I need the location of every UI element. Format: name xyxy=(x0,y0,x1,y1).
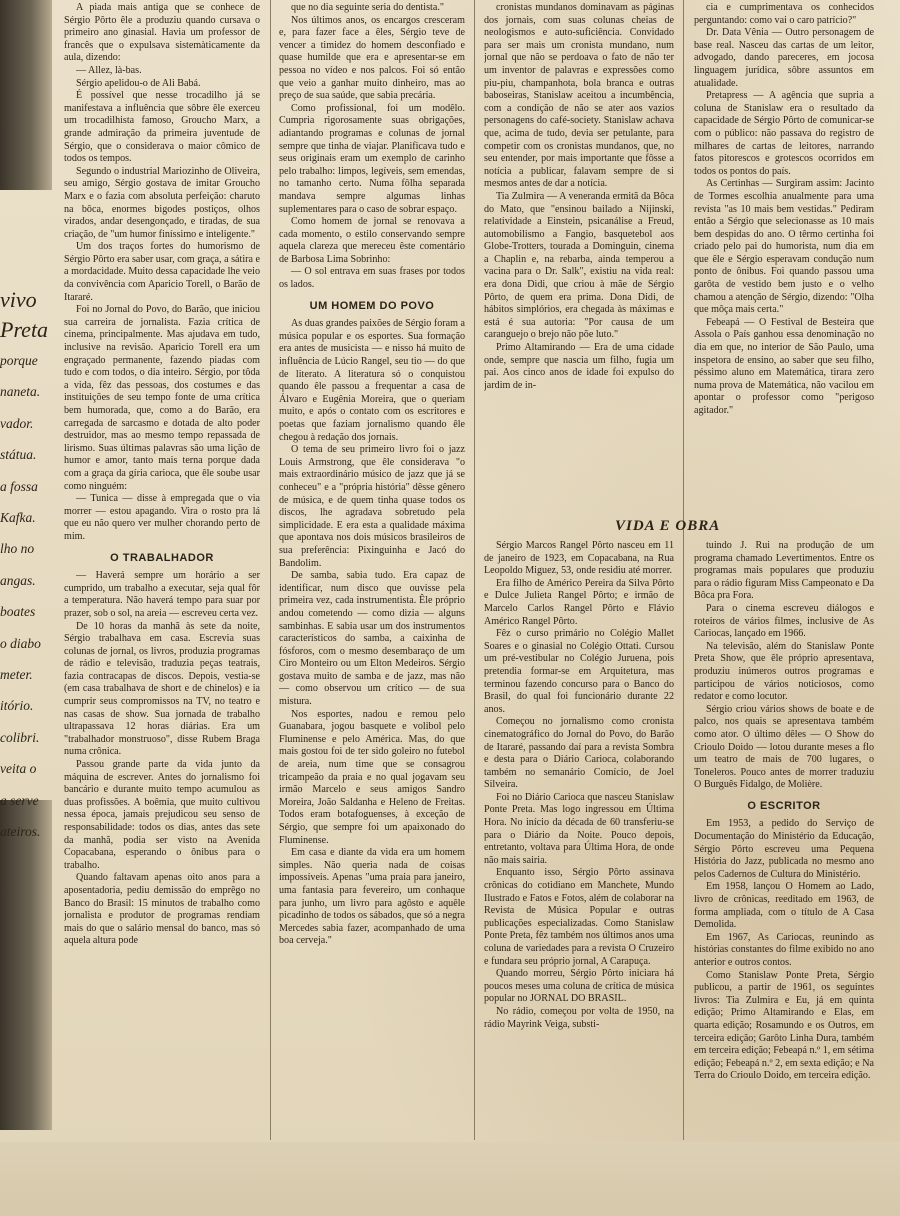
paragraph: De samba, sabia tudo. Era capaz de identificar, num disco que ouvisse pela primeira vez, cada instrumentista. Êle próprio andou cometendo — como dizia — alguns sambinhas. E sabia usar um dos instrumentos característicos do samba, a caixinha de fósforos, com o mesmo desembaraço de um Ciro Monteiro ou um Elton Medeiros. Sérgio gostava muito de samba e de jazz, mas não — como observou um crítico — de sua mistura. xyxy=(279,570,465,708)
paragraph: Sérgio Marcos Rangel Pôrto nasceu em 11 de janeiro de 1923, em Copacabana, na Rua Leopoldo Miguez, 53, onde residiu até morrer. xyxy=(484,540,674,577)
paragraph: Começou no jornalismo como cronista cinematográfico do Jornal do Povo, do Barão de Itararé, passando daí para a revista Sombra e desta para o Diário Carioca, colaborando também no semanário Comício, de Joel Silveira. xyxy=(484,716,674,791)
paragraph: Em 1958, lançou O Homem ao Lado, livro de crônicas, reeditado em 1963, de forma ampliada, com o título de A Casa Demolida. xyxy=(694,881,874,931)
paragraph: Sérgio criou vários shows de boate e de palco, nos quais se apresentava também como ator. O último dêles — O Show do Crioulo Doido — lotou durante meses a flo um teatro de mais de 700 lugares, o Toneleros. Pouco antes de morrer traduziu O Burguês Fidalgo, de Molière. xyxy=(694,703,874,791)
paragraph: Quando faltavam apenas oito anos para a aposentadoria, pediu demissão do emprêgo no Banco do Brasil: 15 minutos de trabalho como jornalista e produtor de programas rendiam mais do que o salário mensal do banco, mas só aquela altura pode xyxy=(64,872,260,947)
paragraph: que no dia seguinte seria do dentista." xyxy=(291,2,444,13)
paragraph: cronistas mundanos dominavam as páginas dos jornais, com suas colunas cheias de neologismos e auto-suficiência. Convidado para ser mais um cronista mundano, num jornal que não se perdoava o fato de não ter um inventor de palavras e expressões como piu-piu, champanhota, bola branca e outras baboseiras, Stanislaw aceitou a incumbência, com a condição de não se ater aos vazios personagens do café-society. Stanislaw achava que, acima de tudo, devia ser petulante, para competir com os cronistas mundanos, que, no seu entender, por mais importante que fôsse a notícia a publicar, falavam sempre de si mesmos antes de dar a notícia. xyxy=(484,2,674,190)
paragraph: Em 1953, a pedido do Serviço de Documentação do Ministério da Educação, Sérgio Pôrto escreveu uma Pequena História do Jazz, publicada no mesmo ano pelos Cadernos de Cultura do Ministério. xyxy=(694,818,874,880)
left-fragment-text: Preta xyxy=(0,317,49,342)
section-heading-homem-do-povo: UM HOMEM DO POVO xyxy=(309,299,435,312)
paragraph: Como profissional, foi um modêlo. Cumpria rigorosamente suas obrigações, adiantando programas e colunas de jornal sempre que tinha de viajar. Planificava tudo e seus originais eram um exemplo de carinho pelo trabalho: limpos, legíveis, sem emendas, no tamanho certo. Numa fôlha separada mandava sempre algumas linhas suplementares para o caso de sobrar espaço. xyxy=(279,102,465,215)
paragraph: Passou grande parte da vida junto da máquina de escrever. Antes do jornalismo foi bancário e durante muito tempo acumulou as duas profissões. A boêmia, que muito cultivou nessa época, jamais prejudicou seu senso de responsabilidade: todos os dias, antes das sete da manhã, podia ser visto na Avenida Copacabana, esperando o ônibus para o trabalho. xyxy=(64,759,260,871)
column-rule xyxy=(270,0,271,1140)
page-margin-bottom xyxy=(0,1142,900,1216)
paragraph: Quando morreu, Sérgio Pôrto iniciara há poucos meses uma coluna de crítica de música popular no JORNAL DO BRASIL. xyxy=(484,968,674,1005)
paragraph: Pretapress — A agência que supria a coluna de Stanislaw era o resultado da capacidade de Sérgio Pôrto de comunicar-se com o público: não passava do registro de milhares de cartas de leitores, narrando fatos pitorescos e grotescos ocorridos em todos os pontos do país. xyxy=(694,90,874,177)
left-fragment-text: vivo xyxy=(0,287,37,312)
section-heading-escritor: O ESCRITOR xyxy=(747,799,821,812)
paragraph: — Allez, là-bas. xyxy=(76,64,142,76)
left-fragment-text: Kafka. xyxy=(0,510,36,526)
paragraph: tuindo J. Rui na produção de um programa chamado Levertimentos. Entre os programas mais populares que produziu para o rádio figuram Miss Campeonato e Da Bôca pra Fora. xyxy=(694,540,874,602)
left-fragment-text: lho no xyxy=(0,541,35,557)
paragraph: De 10 horas da manhã às sete da noite, Sérgio trabalhava em casa. Escrevia suas colunas de jornal, os livros, produzia programas de rádio e televisão, traduzia peças teatrais, fazia contracapas de discos. Depois, vestia-se (em casa trabalhava de short e de chinelos) e ia cumprir seus compromissos na TV, no teatro e nas casas de show. Sua jornada de trabalho ultrapassava 12 horas diárias. Era um "trabalhador monstruoso", disse Rubem Braga numa crônica. xyxy=(64,620,260,758)
paragraph: Primo Altamirando — Era de uma cidade onde, sempre que nascia um filho, fugia um pai. Aos cinco anos de idade foi expulso do jardim de in- xyxy=(484,342,674,391)
article-column-4 xyxy=(694,0,874,508)
paragraph: Sérgio apelidou-o de Ali Babá. xyxy=(76,77,201,89)
paragraph: Foi no Jornal do Povo, do Barão, que iniciou sua carreira de jornalista. Fazia crítica de cinema, principalmente. Mas ajudava em tudo, inclusive na revisão. Aparicio Torell era um engraçado permanente, fazendo piadas com tudo e com todos, o dia inteiro. Sérgio, por tôda a vida, fêz das pessoas, dos costumes e das instituições de seu tempo fonte de uma crítica bem humorada, que, como a do Barão, era carregada de sarcasmo e dotada de alto poder destruidor, mas ao mesmo tempo repassada de lirismo. Suas últimas palavras são uma lição de humor e amor, tanto mais terna porque dada com a graça da gíria carioca, que êle soube usar como ninguém: xyxy=(64,304,260,492)
left-fragment-text: ateiros. xyxy=(0,824,41,840)
paragraph: É possível que nesse trocadilho já se manifestava a influência que sôbre êle exerceu um trocadilhista famoso, Groucho Marx, a grande admiração da primeira juventude de Sérgio, que o considerava o maior cômico de todos os tempos. xyxy=(64,90,260,165)
photo-fragment-bottom xyxy=(0,800,52,1130)
photo-fragment-top xyxy=(0,0,52,190)
left-fragment-text: o diabo xyxy=(0,635,41,651)
paragraph: Segundo o industrial Mariozinho de Oliveira, seu amigo, Sérgio gostava de imitar Groucho Marx e o fazia com absoluta perfeição: charuto na bôca, enormes bigodes postiços, olhos virados, andar desengonçado, e tiradas, de sua criação, de "um humor finíssimo e inteligente." xyxy=(64,165,260,240)
paragraph: Enquanto isso, Sérgio Pôrto assinava crônicas do cotidiano em Manchete, Mundo Ilustrado e Fatos e Fotos, além de colaborar na Revista de Música Popular e outras publicações especializadas. Como Stanislaw Ponte Preta, fêz também nos últimos anos uma coluna de variedades para a revista O Cruzeiro e fundara seu próprio jornal, A Carapuça. xyxy=(484,867,674,967)
paragraph: Um dos traços fortes do humorismo de Sérgio Pôrto era saber usar, com graça, a sátira e a mordacidade. Muito dessa capacidade lhe veio da convivência com Aparicio Torell, o Barão de Itararé. xyxy=(64,241,260,303)
left-fragment-text: naneta. xyxy=(0,384,41,400)
paragraph: Dr. Data Vênia — Outro personagem de base real. Nasceu das cartas de um leitor, advogado, dando pareceres, em jocosa linguagem jurídica, sôbre assuntos em atualidade. xyxy=(694,27,874,89)
left-fragment-text: a serve xyxy=(0,792,39,808)
paragraph: As duas grandes paixões de Sérgio foram a música popular e os esportes. Sua formação era antes de musicista — e nisso há muito de influência de Lúcio Rangel, seu tio — do que de literato. A literatura só o conquistou quando êle passou a frequentar a casa de Álvaro e Eugênia Moreira, que o queriam muito, e após o contato com os escritores e poetas que faziam jornalismo quando êle chegou à redação dos jornais. xyxy=(279,318,465,443)
paragraph: Como Stanislaw Ponte Preta, Sérgio publicou, a partir de 1961, os seguintes livros: Tia Zulmira e Eu, já em quinta edição; Primo Altamirando e Elas, em quarta edição; Rosamundo e os Outros, em terceira edição; Garôto Linha Dura, também em terceira edição; Febeapá n.º 1, em sétima edição; Febeapá n.º 2, em sexta edição; e Na Terra do Crioulo Doido, em terceira edição. xyxy=(694,969,874,1082)
paragraph: — Tunica — disse à empregada que o via morrer — estou apagando. Vira o rosto pra lá que eu não quero ver mulher chorando perto de mim. xyxy=(64,493,260,542)
paragraph: A piada mais antiga que se conhece de Sérgio Pôrto êle a produziu quando cursava o primeiro ano ginasial. Havia um professor de francês que o expulsava sistemàticamente da aula, dizendo: xyxy=(64,2,260,64)
article-column-5 xyxy=(484,540,674,1140)
paragraph: Nos últimos anos, os encargos cresceram e, para fazer face a êles, Sérgio teve de vencer a timidez do homem desconfiado e quase humilde que era e apresentar-se em pessoa no vídeo e nos palcos. Foi só então que veio a ganhar muito dinheiro, mas ao preço de sua saúde, que sabia precária. xyxy=(279,14,465,102)
paragraph: Para o cinema escreveu diálogos e roteiros de vários filmes, inclusive de As Cariocas, lançado em 1966. xyxy=(694,602,874,640)
section-title-vida-e-obra: VIDA E OBRA xyxy=(615,518,721,534)
paragraph: Como homem de jornal se renovava a cada momento, o estilo conservando sempre aquela clareza que mereceu êste comentário de Barbosa Lima Sobrinho: xyxy=(279,216,465,265)
paragraph: — Haverá sempre um horário a ser cumprido, um trabalho a executar, seja qual fôr a temperatura. Não haverá tempo para suar por prazer, sob o sol, na areia — escreveu certa vez. xyxy=(64,570,260,619)
article-column-6 xyxy=(694,540,874,1140)
paragraph: As Certinhas — Surgiram assim: Jacinto de Tormes escolhia anualmente para uma revista "as 10 mais bem vestidas." Pediram então a Sérgio que selecionasse as 10 mais bem despidas do ano. O têrmo certinha foi criado pelo pai do humorista, num dia em que êle e Sérgio esperavam condução num ponto de ônibus. Foi quando passou uma garôta de vestido bem justo e o velho chamou a atenção de Sérgio, dizendo: "Olha que môça mais certa." xyxy=(694,178,874,316)
paragraph: Fêz o curso primário no Colégio Mallet Soares e o ginasial no Colégio Ottati. Cursou um pré-vestibular no Colégio Juruena, pois pretendia formar-se em Arquitetura, mas terminou fazendo concurso para o Banco do Brasil, do qual foi funcionário durante 22 anos. xyxy=(484,628,674,715)
paragraph: Em casa e diante da vida era um homem simples. Não queria nada de coisas impossíveis. Apenas "uma praia para janeiro, uma fantasia para fevereiro, um conhaque para junho, um livro para agôsto e aquêle picadinho de todos os sábados, que só a negra Mercedes sabia fazer, acompanhado de uma boa cerveja." xyxy=(279,847,465,947)
paragraph: cia e cumprimentava os conhecidos perguntando: como vai o caro patrício?" xyxy=(694,2,874,26)
left-fragment-text: porque xyxy=(0,353,38,368)
left-fragment-text: vador. xyxy=(0,415,34,431)
left-fragment-text: boates xyxy=(0,604,36,620)
column-rule xyxy=(474,0,475,1140)
left-fragment-text: státua. xyxy=(0,447,37,463)
paragraph: Tia Zulmira — A veneranda ermitã da Bôca do Mato, que "ensinou bailado a Nijinski, relatividade a Einstein, psicanálise a Freud, automobilismo a Fangio, basquetebol aos Globe-Trotters, tourada a Dominguin, cinema a Chaplin e, na rebarba, ainda temperou a vacina para o Dr. Salk", existiu na vida real: era dona Didi, que criou à mãe de Sérgio Pôrto, de quem era prima. Dona Didi, de hábitos simplórios, era chegada às máximas e está é sua autoria: "Por causa de um caranguejo o brejo não põe luto." xyxy=(484,190,674,341)
column-rule xyxy=(683,0,684,1140)
left-fragment-text: veita o xyxy=(0,761,37,777)
paragraph: Na televisão, além do Stanislaw Ponte Preta Show, que êle próprio apresentava, produziu inúmeros outros programas e participou de vários noticiosos, como redator e como locutor. xyxy=(694,640,874,703)
article-column-3 xyxy=(484,0,674,508)
left-column-fragments xyxy=(0,285,60,848)
left-fragment-text: colibri. xyxy=(0,729,40,745)
paragraph: Nos esportes, nadou e remou pelo Guanabara, jogou basquete e volibol pelo Fluminense e pelo América. Mas, do que mais gostou foi de ter sido goleiro no futebol de areia, num time que se consagrou tricampeão da praia e no qual jogavam seu irmão Marcelo e seus amigos Sandro Moreira, João Saldanha e Heleno de Freitas. Todos eram botafoguenses, à exceção de Sérgio, que sempre foi um apaixonado do Fluminense. xyxy=(279,708,465,846)
section-heading-trabalhador: O TRABALHADOR xyxy=(110,551,214,564)
left-fragment-text: angas. xyxy=(0,572,36,588)
paragraph: No rádio, começou por volta de 1950, na rádio Mayrink Veiga, substi- xyxy=(484,1005,674,1030)
paragraph: Febeapá — O Festival de Besteira que Assola o País ganhou essa denominação no dia em que, no interior de São Paulo, uma inspetora de ensino, ao saber que seu filho, péssimo aluno em Matemática, tirara zero numa prova de Matemática, não vacilou em apontar o professor como "perigoso agitador." xyxy=(694,316,874,416)
paragraph: Em 1967, As Cariocas, reunindo as histórias constantes do filme exibido no ano anterior e outros contos. xyxy=(694,931,874,968)
paragraph: O tema de seu primeiro livro foi o jazz Louis Armstrong, que êle considerava "o mais extraordinário músico de jazz que já se conheceu" e a "própria história" dêsse gênero de música, e de quem tinha quase todos os discos, lhe agradava sobretudo pela simplicidade. E era esta a qualidade máxima que apontava nos dois músicos brasileiros de sua preferência: Pixinguinha e Jacó do Bandolim. xyxy=(279,444,465,569)
paragraph: Foi no Diário Carioca que nasceu Stanislaw Ponte Preta. Mas logo ingressou em Última Hora. No início da década de 60 transferiu-se para o Diário da Noite. Pouco depois, entretanto, voltava para Última Hora, de onde não mais sairia. xyxy=(484,791,674,866)
article-column-2 xyxy=(279,0,465,1138)
article-column-1 xyxy=(64,0,260,1138)
paragraph: — O sol entrava em suas frases por todos os lados. xyxy=(279,266,465,291)
left-fragment-text: a fossa xyxy=(0,478,38,494)
left-fragment-text: itório. xyxy=(0,698,34,714)
left-fragment-text: meter. xyxy=(0,667,33,683)
paragraph: Era filho de Américo Pereira da Silva Pôrto e Dulce Julieta Rangel Pôrto; e irmão de Marcelo Carlos Rangel Pôrto e Flávio Américo Rangel Pôrto. xyxy=(484,577,674,627)
